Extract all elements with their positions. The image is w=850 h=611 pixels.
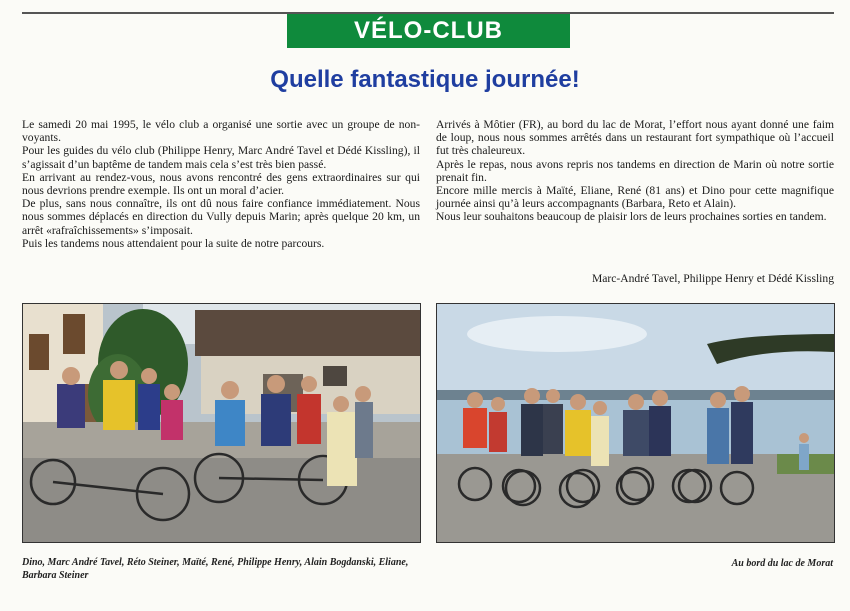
paragraph: Le samedi 20 mai 1995, le vélo club a organisé une sortie avec un groupe de non-voyants. bbox=[22, 118, 420, 145]
photo-group-tandems bbox=[22, 303, 421, 543]
paragraph: Nous leur souhaitons beaucoup de plaisir lors de leurs prochaines sorties en tandem. bbox=[436, 210, 827, 224]
paragraph: Arrivés à Môtier (FR), au bord du lac de Morat, l’effort nous ayant donné une faim de loup, nous nous sommes arrêtés dans un restaurant fort sympathique où l’accueil fut très chaleureux. bbox=[436, 118, 834, 158]
author-signature: Marc-André Tavel, Philippe Henry et Dédé Kissling bbox=[591, 272, 834, 285]
photo-lakeside-group bbox=[436, 303, 835, 543]
photo-caption-right: Au bord du lac de Morat bbox=[731, 558, 833, 569]
paragraph: Puis les tandems nous attendaient pour la suite de notre parcours. bbox=[22, 236, 325, 250]
paragraph: Après le repas, nous avons repris nos tandems en direction de Marin où notre sortie prenait fin. bbox=[436, 157, 834, 184]
article-headline: Quelle fantastique journée! bbox=[270, 66, 580, 93]
paragraph: En arrivant au rendez-vous, nous avons rencontré des gens extraordinaires sur qui nous devrions prendre exemple. Ils ont un moral d’acier. bbox=[22, 170, 420, 198]
paragraph: Encore mille mercis à Maïté, Eliane, René (81 ans) et Dino pour cette magnifique journée ainsi qu’à leurs accompagnants (Barbara, Reto et Alain). bbox=[436, 184, 834, 211]
paragraph: Pour les guides du vélo club (Philippe Henry, Marc André Tavel et Dédé Kissling), il s’agissait d’un baptême de tandem mais cela s’est très bien passé. bbox=[22, 144, 420, 171]
section-banner: VÉLO-CLUB bbox=[287, 14, 570, 48]
paragraph: De plus, sans nous connaître, ils ont dû nous faire confiance immédiatement. Nous nous sommes déplacés en direction du Vully depuis Marin; après quelque 20 km, un arrêt «rafraîchissements» s’imposait. bbox=[22, 197, 420, 237]
article-column-right bbox=[436, 118, 834, 224]
article-column-left bbox=[22, 118, 420, 250]
photo-caption-left: Dino, Marc André Tavel, Réto Steiner, Maïté, René, Philippe Henry, Alain Bogdanski, Eliane, Barbara Steiner bbox=[22, 557, 409, 581]
